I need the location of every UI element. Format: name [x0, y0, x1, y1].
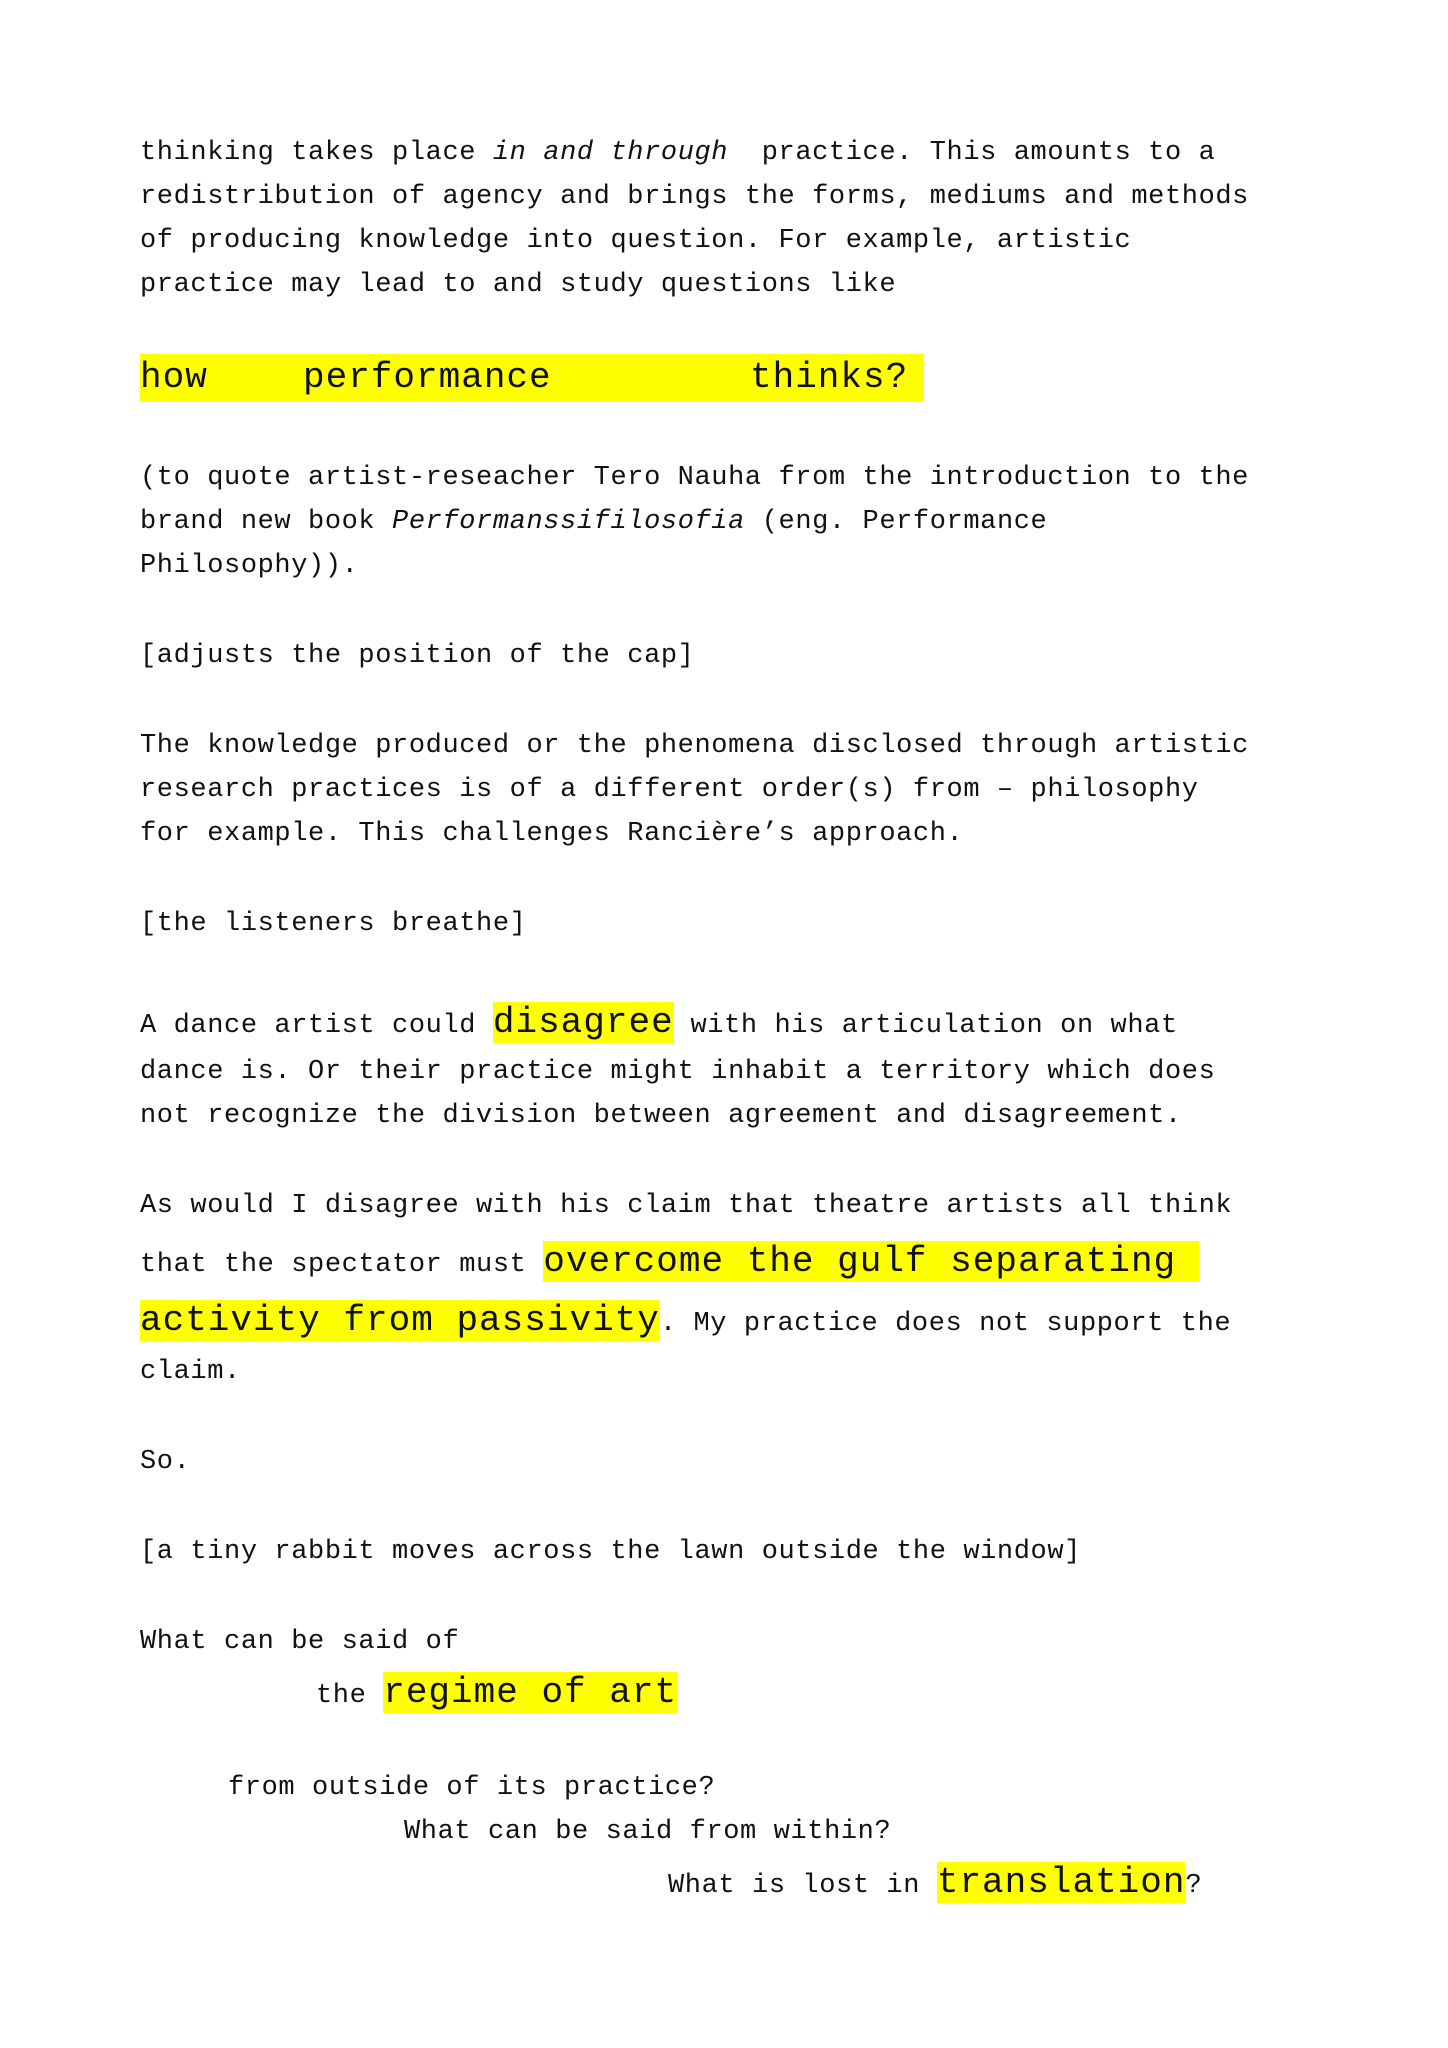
para5-line2 — [140, 1236, 1199, 1291]
coda-line2 — [316, 1668, 677, 1721]
highlighted-phrase: regime of art — [383, 1672, 678, 1713]
para3-line2: research practices is of a different order(s) from – philosophy — [140, 775, 1199, 805]
para1-line3: of producing knowledge into question. For example, artistic — [140, 226, 1132, 256]
stage-direction: [a tiny rabbit moves across the lawn outside the window] — [140, 1537, 1081, 1567]
text-span: the — [316, 1681, 384, 1711]
para2-line3: Philosophy)). — [140, 551, 359, 581]
para3-line1: The knowledge produced or the phenomena disclosed through artistic — [140, 731, 1249, 761]
stage-direction: [adjusts the position of the cap] — [140, 641, 695, 671]
text-span: that the spectator must — [140, 1250, 544, 1280]
question-word-thinks: thinks? — [750, 357, 909, 398]
highlighted-phrase: activity from passivity — [140, 1300, 660, 1341]
text-span: A dance artist could — [140, 1011, 493, 1041]
coda-line1: What can be said of — [140, 1627, 460, 1657]
interjection: So. — [140, 1447, 191, 1477]
text-span: . My practice does not support the — [659, 1309, 1232, 1339]
text-span: with his articulation on what — [673, 1011, 1178, 1041]
text-span: brand new book — [140, 507, 393, 537]
para4-line1 — [140, 998, 1178, 1051]
question-word-performance: performance — [303, 357, 552, 398]
text-span: thinking takes place — [140, 138, 493, 168]
para3-line3: for example. This challenges Rancière’s approach. — [140, 819, 964, 849]
stage-direction: [the listeners breathe] — [140, 909, 527, 939]
highlighted-phrase: overcome the gulf separating — [543, 1241, 1199, 1282]
para5-line3 — [140, 1295, 1231, 1350]
para2-line1: (to quote artist-reseacher Tero Nauha from the introduction to the — [140, 463, 1249, 493]
question-word-how: how — [140, 357, 208, 398]
para4-line3: not recognize the division between agreement and disagreement. — [140, 1101, 1182, 1131]
text-span: (eng. Performance — [744, 507, 1048, 537]
text-span: practice. This amounts to a — [728, 138, 1216, 168]
para5-line4: claim. — [140, 1357, 241, 1387]
coda-line3: from outside of its practice? — [228, 1773, 716, 1803]
coda-line5 — [668, 1858, 1202, 1911]
para2-line2 — [140, 500, 1047, 544]
highlighted-word: translation — [936, 1862, 1186, 1903]
book-title: Performanssifilosofia — [392, 507, 745, 537]
text-span: What is lost in — [668, 1871, 937, 1901]
highlighted-word: disagree — [492, 1002, 674, 1043]
para5-line1: As would I disagree with his claim that theatre artists all think — [140, 1191, 1233, 1221]
text-span: ? — [1185, 1871, 1203, 1901]
italic-phrase: in and through — [492, 138, 729, 168]
para1-line4: practice may lead to and study questions like — [140, 270, 897, 300]
highlighted-question — [140, 354, 924, 402]
para1-line1 — [140, 131, 1215, 175]
coda-line4: What can be said from within? — [404, 1817, 892, 1847]
para1-line2: redistribution of agency and brings the forms, mediums and methods — [140, 182, 1249, 212]
para4-line2: dance is. Or their practice might inhabit a territory which does — [140, 1057, 1216, 1087]
